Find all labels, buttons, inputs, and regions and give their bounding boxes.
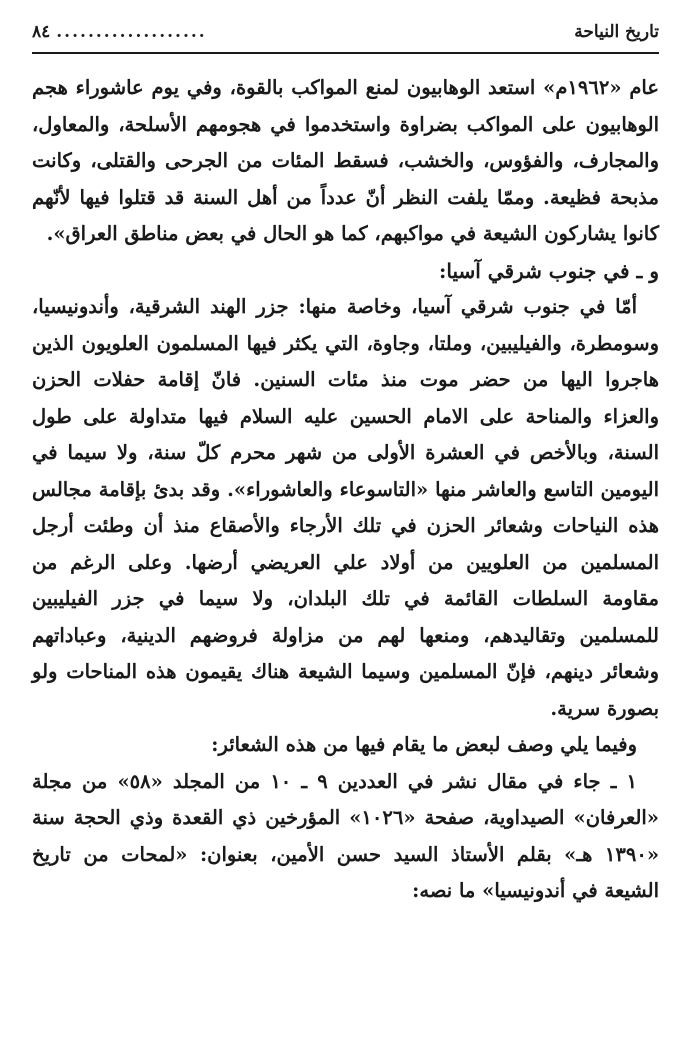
header-rule	[32, 52, 659, 54]
section-heading: و ـ في جنوب شرقي آسيا:	[439, 258, 659, 283]
running-header	[32, 22, 659, 48]
book-title: تاريخ النياحة	[574, 22, 659, 42]
leader-dots: ...................	[56, 22, 207, 42]
body-text	[32, 70, 659, 910]
paragraph-1: عام «١٩٦٢م» استعد الوهابيون لمنع المواكب بالقوة، وفي يوم عاشوراء هجم الوهابيون على المواكب بضراوة واستخدموا في هجومهم الأسلحة، والمعاول، والمجارف، والفؤوس، والخشب، فسقط المئات من الجرحى والقتلى، وكانت مذبحة فظيعة. وممّا يلفت النظر أنّ عدداً من أهل السنة قد قتلوا فيها لأنّهم كانوا يشاركون الشيعة في مواكبهم، كما هو الحال في بعض مناطق العراق».	[32, 76, 659, 245]
document-page	[32, 22, 659, 910]
page-number: ٨٤	[32, 22, 51, 42]
paragraph-4: ١ ـ جاء في مقال نشر في العددين ٩ ـ ١٠ من المجلد «٥٨» من مجلة «العرفان» الصيداوية، صفحة «١٠٢٦» المؤرخين ذي القعدة وذي الحجة سنة «١٣٩٠ هـ» بقلم الأستاذ السيد حسن الأمين، بعنوان: «لمحات من تاريخ الشيعة في أندونيسيا» ما نصه:	[32, 769, 659, 902]
paragraph-2: أمّا في جنوب شرقي آسيا، وخاصة منها: جزر الهند الشرقية، وأندونيسيا، وسومطرة، والفيليبين، وملتا، وجاوة، التي يكثر فيها المسلمون العلويون الذين هاجروا اليها من حضر موت منذ مئات السنين. فانّ إقامة حفلات الحزن والعزاء والمناحة على الامام الحسين عليه السلام فيها متداولة على طول السنة، وبالأخص في العشرة الأولى من شهر محرم كلّ سنة، ولا سيما في اليومين التاسع والعاشر منها «التاسوعاء والعاشوراء». وقد بدئ بإقامة مجالس هذه النياحات وشعائر الحزن في تلك الأرجاء والأصقاع منذ أن وطئت أرجل المسلمين من العلويين من أولاد علي العريضي أرضها. وعلى الرغم من مقاومة السلطات القائمة في تلك البلدان، ولا سيما في جزر الفيليبين للمسلمين وتقاليدهم، ومنعها لهم من مزاولة فروضهم الدينية، وعباداتهم وشعائر دينهم، فإنّ المسلمين وسيما الشيعة هناك يقيمون هذه المناحات ولو بصورة سرية.	[32, 295, 659, 720]
paragraph-3: وفيما يلي وصف لبعض ما يقام فيها من هذه الشعائر:	[211, 733, 637, 756]
